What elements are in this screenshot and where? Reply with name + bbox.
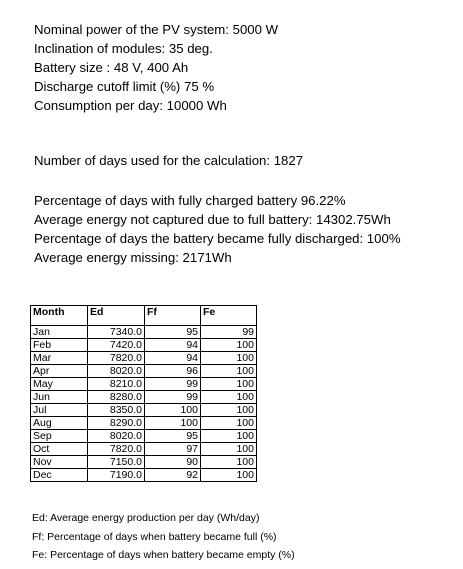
cell-ff: 95 [145,326,201,339]
pct-full-text: Percentage of days with fully charged battery 96.22% [34,193,346,208]
table-row [31,378,257,391]
table-row [31,417,257,430]
table-row [31,326,257,339]
note-ed: Ed: Average energy production per day (Wh/day) [32,512,260,524]
cell-ed: 8290.0 [88,417,145,430]
cell-month: Jul [31,404,88,417]
header-fe: Fe [201,306,257,326]
cell-fe: 100 [201,469,257,482]
table-row [31,404,257,417]
cell-month: Sep [31,430,88,443]
cell-ff: 94 [145,339,201,352]
cell-ed: 7150.0 [88,456,145,469]
cell-ed: 8280.0 [88,391,145,404]
cell-ed: 7340.0 [88,326,145,339]
table-row [31,352,257,365]
cell-ed: 8020.0 [88,430,145,443]
cell-ed: 7820.0 [88,443,145,456]
cell-fe: 100 [201,443,257,456]
cell-month: May [31,378,88,391]
cell-fe: 100 [201,456,257,469]
cell-ff: 95 [145,430,201,443]
cell-month: Mar [31,352,88,365]
cell-ed: 8210.0 [88,378,145,391]
cell-fe: 100 [201,352,257,365]
cell-ff: 96 [145,365,201,378]
note-ff: Ff: Percentage of days when battery became full (%) [32,531,277,543]
header-ff: Ff [145,306,201,326]
consumption-text: Consumption per day: 10000 Wh [34,98,227,113]
cell-ff: 90 [145,456,201,469]
cell-fe: 99 [201,326,257,339]
monthly-results-table [30,305,257,482]
table-row [31,391,257,404]
cell-ff: 97 [145,443,201,456]
cell-month: Feb [31,339,88,352]
cell-ff: 94 [145,352,201,365]
table-row [31,339,257,352]
inclination-text: Inclination of modules: 35 deg. [34,41,213,56]
note-fe: Fe: Percentage of days when battery became empty (%) [32,549,295,561]
table-row [31,365,257,378]
table-body [31,326,257,482]
table-row [31,443,257,456]
energy-missing-text: Average energy missing: 2171Wh [34,250,232,265]
days-count-text: Number of days used for the calculation: 1827 [34,153,304,168]
cell-ed: 7420.0 [88,339,145,352]
cell-month: Dec [31,469,88,482]
energy-not-captured-text: Average energy not captured due to full battery: 14302.75Wh [34,212,391,227]
cell-month: Nov [31,456,88,469]
table-row [31,456,257,469]
cell-ed: 8350.0 [88,404,145,417]
cell-fe: 100 [201,404,257,417]
cell-ff: 100 [145,404,201,417]
battery-size-text: Battery size : 48 V, 400 Ah [34,60,189,75]
header-month: Month [31,306,88,326]
table-row [31,469,257,482]
cell-month: Jun [31,391,88,404]
cell-ff: 99 [145,391,201,404]
cell-month: Jan [31,326,88,339]
table-header-row [31,306,257,326]
cell-fe: 100 [201,378,257,391]
cell-fe: 100 [201,365,257,378]
cell-month: Apr [31,365,88,378]
discharge-cutoff-text: Discharge cutoff limit (%) 75 % [34,79,215,94]
cell-ed: 8020.0 [88,365,145,378]
cell-fe: 100 [201,391,257,404]
cell-fe: 100 [201,430,257,443]
cell-ff: 92 [145,469,201,482]
cell-month: Oct [31,443,88,456]
cell-ff: 100 [145,417,201,430]
header-ed: Ed [88,306,145,326]
cell-fe: 100 [201,417,257,430]
cell-month: Aug [31,417,88,430]
cell-ff: 99 [145,378,201,391]
pct-discharged-text: Percentage of days the battery became fully discharged: 100% [34,231,401,246]
cell-fe: 100 [201,339,257,352]
cell-ed: 7820.0 [88,352,145,365]
table-row [31,430,257,443]
nominal-power-text: Nominal power of the PV system: 5000 W [34,22,279,37]
cell-ed: 7190.0 [88,469,145,482]
